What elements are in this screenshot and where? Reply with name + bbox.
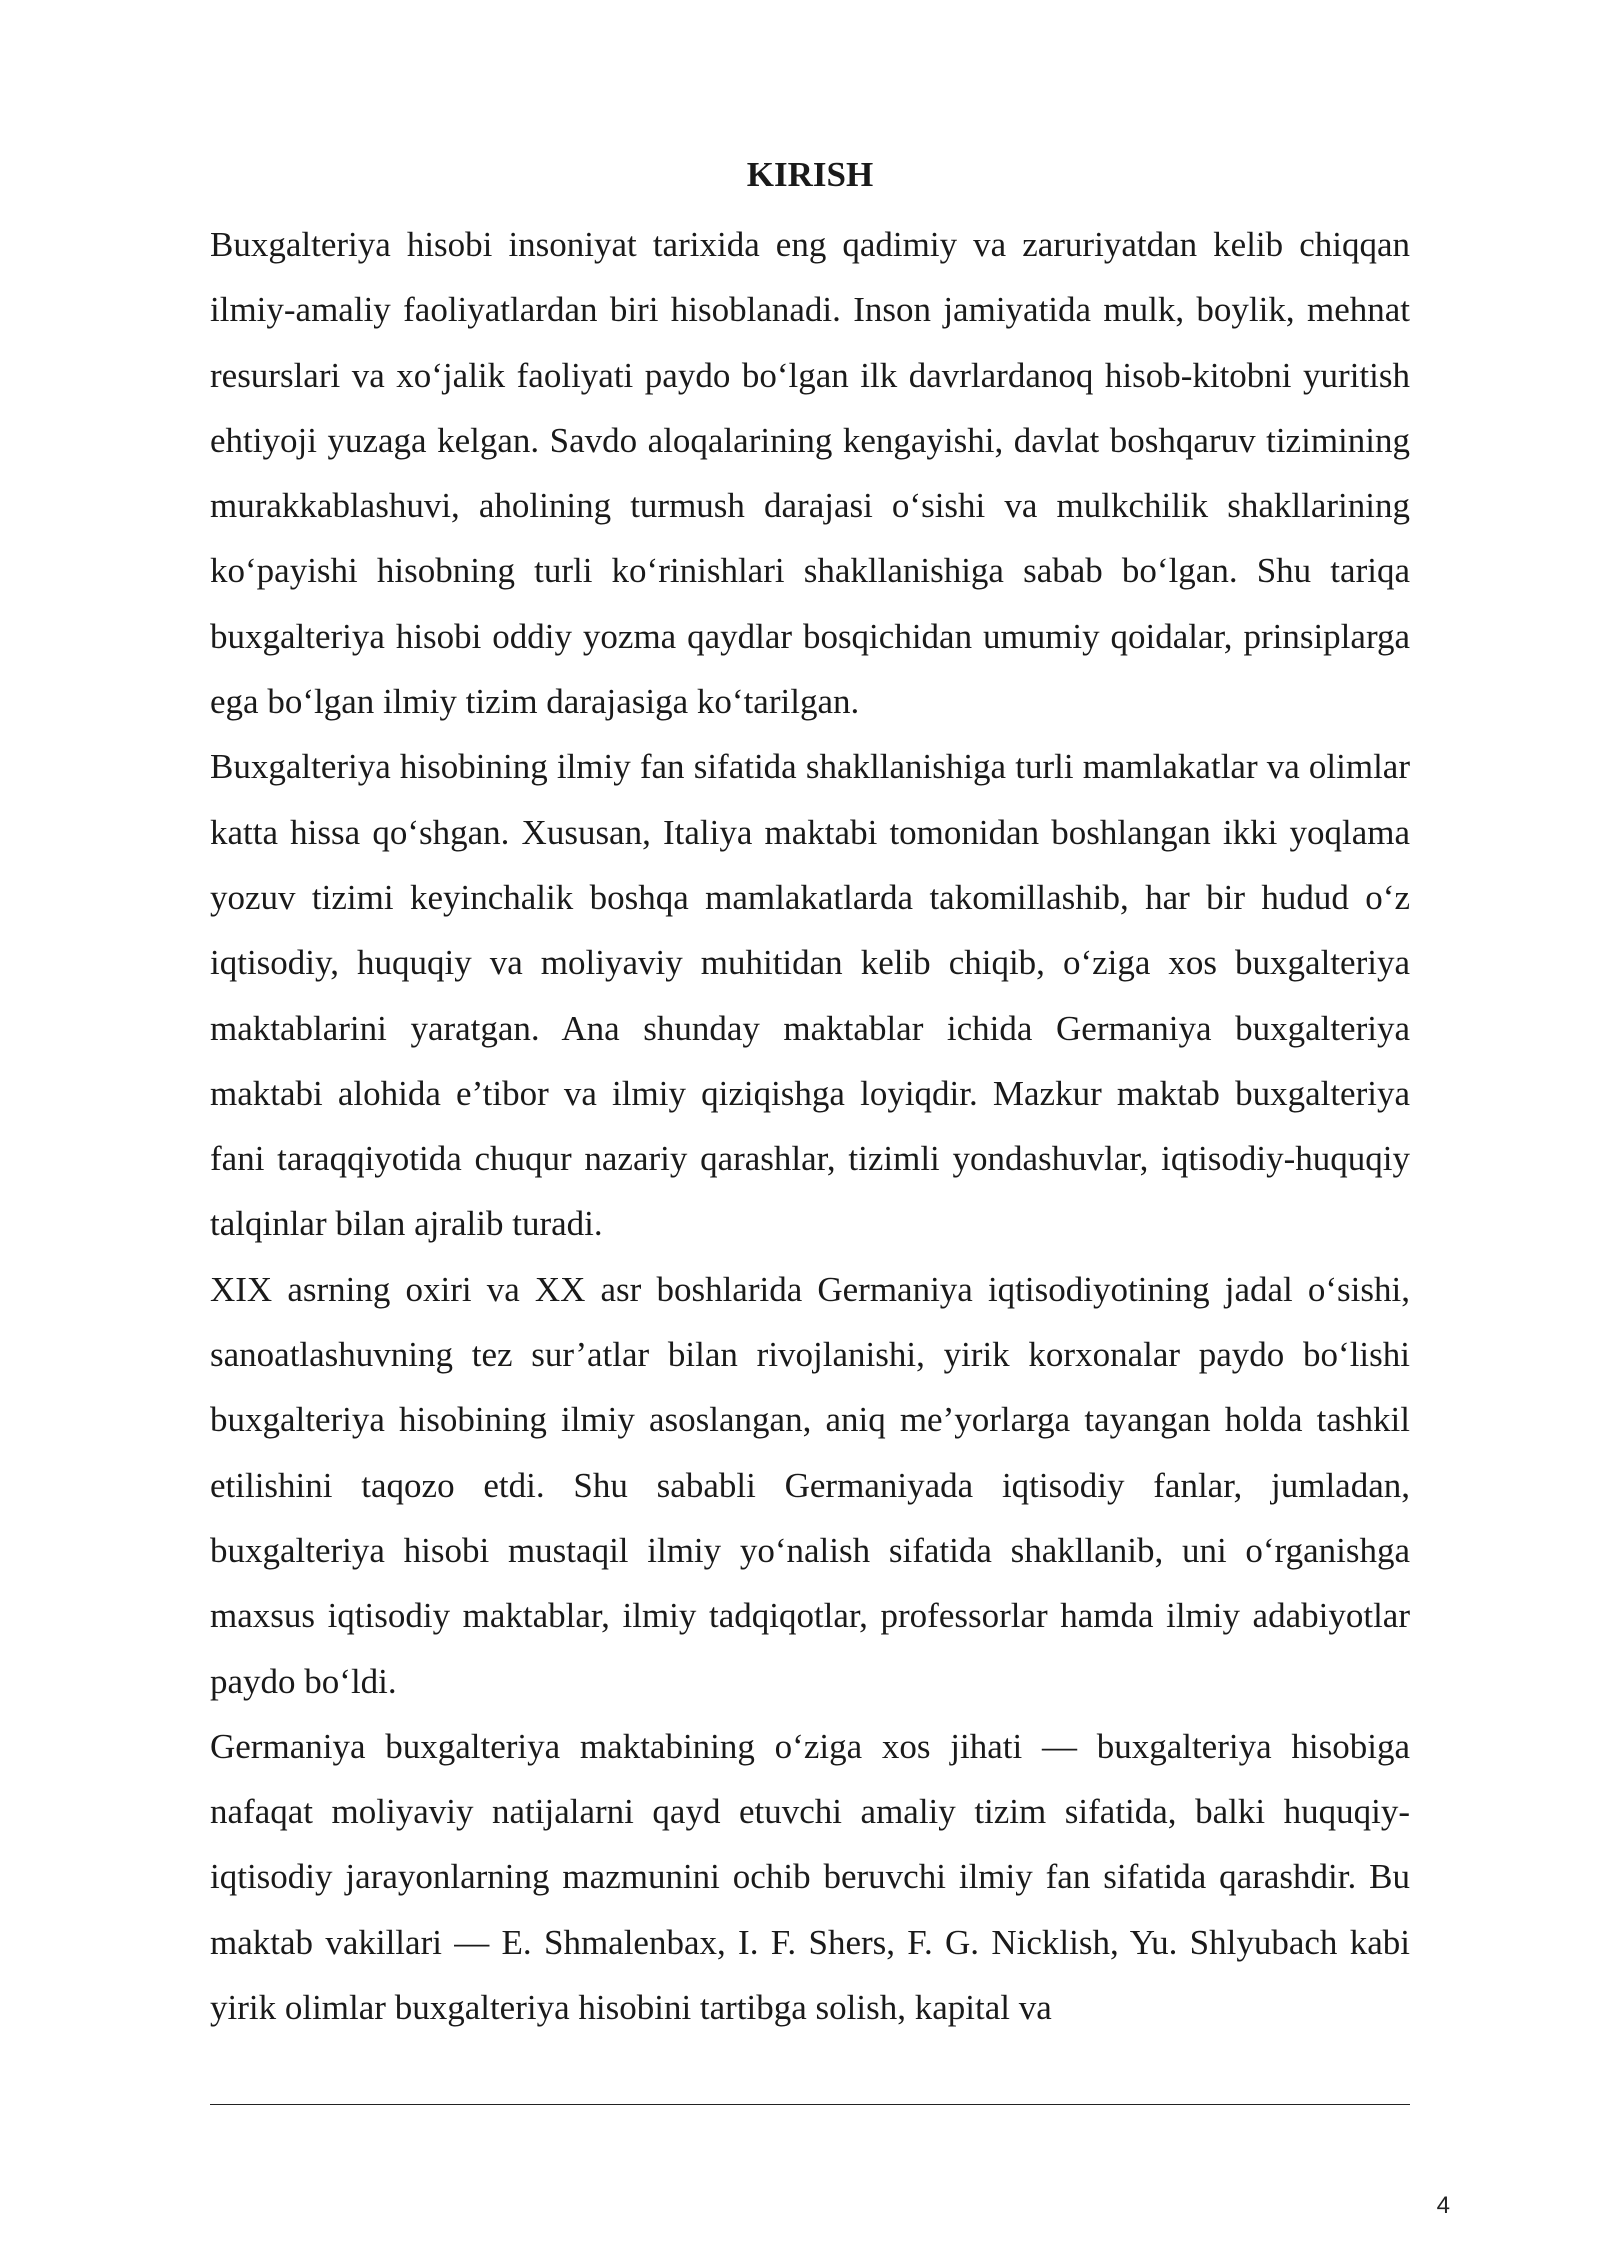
footer-divider	[210, 2104, 1410, 2105]
paragraph-4: Germaniya buxgalteriya maktabining o‘ziga xos jihati — buxgalteriya hisobiga nafaqat moliyaviy natijalarni qayd etuvchi amaliy tizim sifatida, balki huquqiy-iqtisodiy jarayonlarning mazmunini ochib beruvchi ilmiy fan sifatida qarashdir. Bu maktab vakillari — E. Shmalenbax, I. F. Shers, F. G. Nicklish, Yu. Shlyubach kabi yirik olimlar buxgalteriya hisobini tartibga solish, kapital va	[210, 1726, 1410, 2028]
page-title: KIRISH	[746, 155, 874, 194]
page-number: 4	[1436, 2192, 1450, 2219]
paragraph-3: XIX asrning oxiri va XX asr boshlarida Germaniya iqtisodiyotining jadal o‘sishi, sanoatlashuvning tez sur’atlar bilan rivojlanishi, yirik korxonalar paydo bo‘lishi buxgalteriya hisobining ilmiy asoslangan, aniq me’yorlarga tayangan holda tashkil etilishini taqozo etdi. Shu sababli Germaniyada iqtisodiy fanlar, jumladan, buxgalteriya hisobi mustaqil ilmiy yo‘nalish sifatida shakllanib, uni o‘rganishga maxsus iqtisodiy maktablar, ilmiy tadqiqotlar, professorlar hamda ilmiy adabiyotlar paydo bo‘ldi.	[210, 1269, 1410, 1701]
paragraph-2: Buxgalteriya hisobining ilmiy fan sifatida shakllanishiga turli mamlakatlar va olimlar katta hissa qo‘shgan. Xususan, Italiya maktabi tomonidan boshlangan ikki yoqlama yozuv tizimi keyinchalik boshqa mamlakatlarda takomillashib, har bir hudud o‘z iqtisodiy, huquqiy va moliyaviy muhitidan kelib chiqib, o‘ziga xos buxgalteriya maktablarini yaratgan. Ana shunday maktablar ichida Germaniya buxgalteriya maktabi alohida e’tibor va ilmiy qiziqishga loyiqdir. Mazkur maktab buxgalteriya fani taraqqiyotida chuqur nazariy qarashlar, tizimli yondashuvlar, iqtisodiy-huquqiy talqinlar bilan ajralib turadi.	[210, 747, 1410, 1244]
body-text	[210, 212, 1410, 2040]
paragraph-1: Buxgalteriya hisobi insoniyat tarixida eng qadimiy va zaruriyatdan kelib chiqqan ilmiy-amaliy faoliyatlardan biri hisoblanadi. Inson jamiyatida mulk, boylik, mehnat resurslari va xo‘jalik faoliyati paydo bo‘lgan ilk davrlardanoq hisob-kitobni yuritish ehtiyoji yuzaga kelgan. Savdo aloqalarining kengayishi, davlat boshqaruv tizimining murakkablashuvi, aholining turmush darajasi o‘sishi va mulkchilik shakllarining ko‘payishi hisobning turli ko‘rinishlari shakllanishiga sabab bo‘lgan. Shu tariqa buxgalteriya hisobi oddiy yozma qaydlar bosqichidan umumiy qoidalar, prinsiplarga ega bo‘lgan ilmiy tizim darajasiga ko‘tarilgan.	[210, 225, 1410, 722]
